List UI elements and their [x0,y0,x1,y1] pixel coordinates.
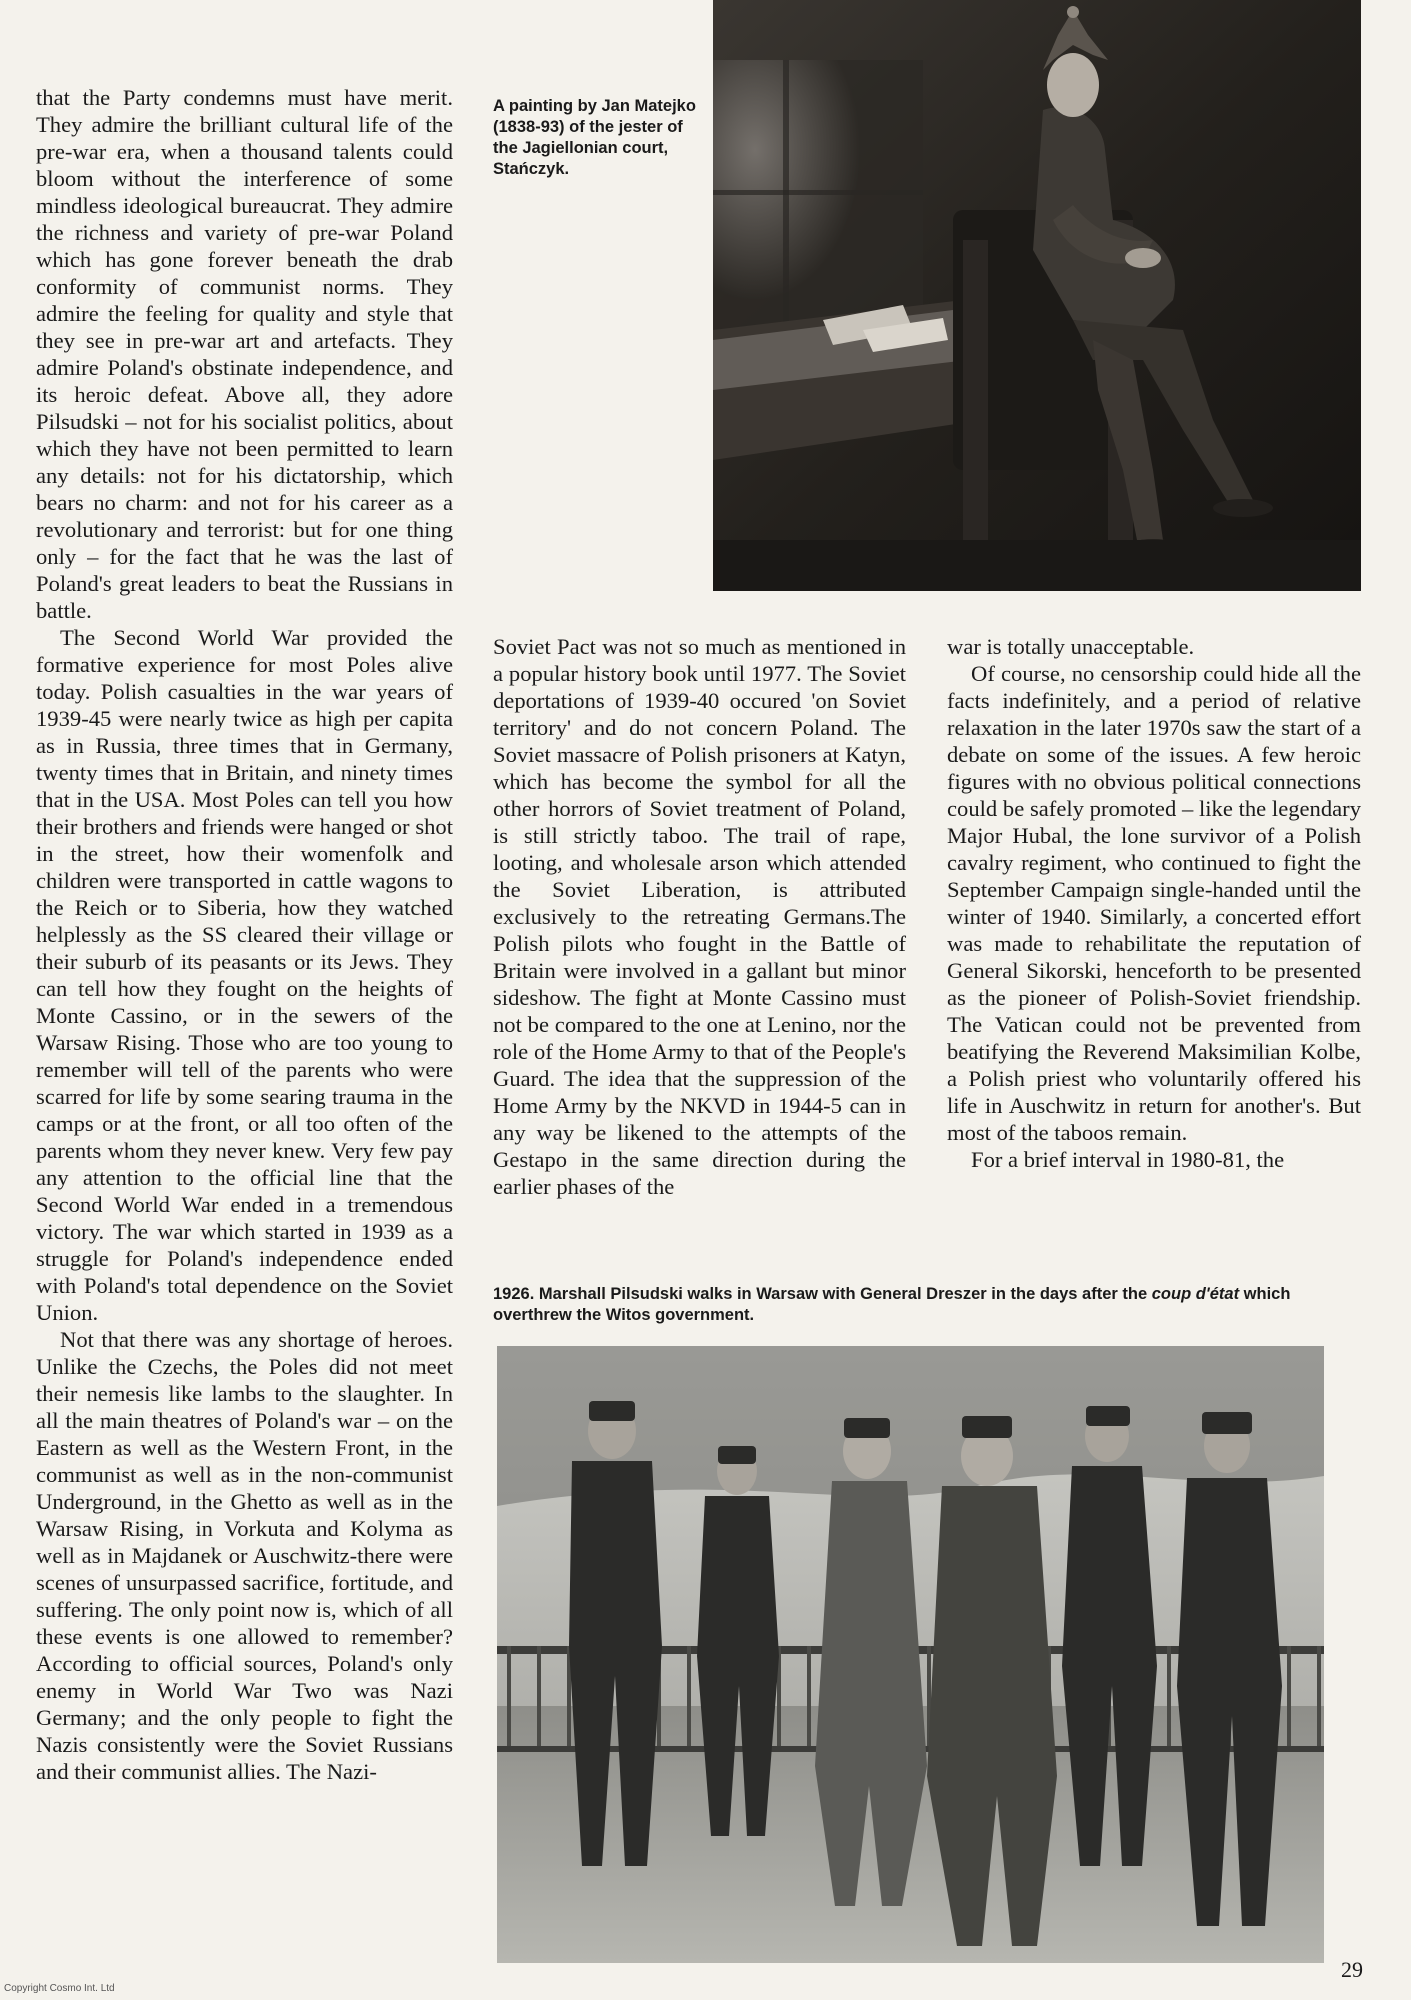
painting-caption: A painting by Jan Matejko (1838-93) of the jester of the Jagiellonian court, Stańczyk. [493,97,696,178]
paragraph: For a brief interval in 1980-81, the [971,1147,1285,1172]
page-number: 29 [1341,1957,1363,1982]
text-column-right [947,633,1361,1173]
painting-image [713,0,1361,591]
officers-walking-illustration [497,1346,1324,1963]
paragraph: The Second World War provided the formative experience for most Poles alive today. Polish casualties in the war years of 1939-45 were nearly twice as high per capita as in Russia, three times that in Germany, twenty times that in Britain, and ninety times that in the USA. Most Poles can tell you how their brothers and friends were hanged or shot in the street, how their womenfolk and children were transported in cattle wagons to the Reich or to Siberia, how they watched helplessly as the SS cleared their village or their suburb of its peasants or its Jews. They can tell how they fought on the heights of Monte Cassino, or in the sewers of the Warsaw Rising. Those who are too young to remember will tell of the parents who were scarred for life by some searing trauma in the camps or at the front, or all too often of the parents whom they never knew. Very few pay any attention to the official line that the Second World War ended in a tremendous victory. The war which started in 1939 as a struggle for Poland's independence ended with Poland's total dependence on the Soviet Union. [36,625,453,1325]
photo-caption [493,1284,1333,1326]
photo-caption-italic: coup d'état [1151,1285,1240,1303]
pilsudski-photo [497,1346,1324,1963]
text-column-middle [493,633,906,1200]
paragraph: that the Party condemns must have merit. They admire the brilliant cultural life of the pre-war era, when a thousand talents could bloom without the interference of some mindless ideological bureaucrat. They admire the richness and variety of pre-war Poland which has gone forever beneath the drab conformity of communist norms. They admire the feeling for quality and style that they see in pre-war art and artefacts. They admire Poland's obstinate independence, and its heroic defeat. Above all, they adore Pilsudski – not for his socialist politics, about which they have not been permitted to learn any details: not for his dictatorship, which bears no charm: and not for his career as a revolutionary and terrorist: but for one thing only – for the fact that he was the last of Poland's great leaders to beat the Russians in battle. [36,85,453,623]
jester-painting-illustration [713,0,1361,591]
paragraph: Not that there was any shortage of heroes. Unlike the Czechs, the Poles did not meet their nemesis like lambs to the slaughter. In all the main theatres of Poland's war – on the Eastern as well as the Western Front, in the communist as well as in the non-communist Underground, in the Ghetto as well as in the Warsaw Rising, in Vorkuta and Kolyma as well as in Majdanek or Auschwitz-there were scenes of unsurpassed sacrifice, fortitude, and suffering. The only point now is, which of all these events is one allowed to remember? According to official sources, Poland's only enemy in World War Two was Nazi Germany; and the only people to fight the Nazis consistently were the Soviet Russians and their communist allies. The Nazi- [36,1327,453,1784]
paragraph: Soviet Pact was not so much as mentioned in a popular history book until 1977. The Soviet deportations of 1939-40 occured 'on Soviet territory' and do not concern Poland. The Soviet massacre of Polish prisoners at Katyn, which has become the symbol for all the other horrors of Soviet treatment of Poland, is still strictly taboo. The trail of rape, looting, and wholesale arson which attended the Soviet Liberation, is attributed exclusively to the retreating Germans.The Polish pilots who fought in the Battle of Britain were involved in a gallant but minor sideshow. The fight at Monte Cassino must not be compared to the one at Lenino, nor the role of the Home Army to that of the People's Guard. The idea that the suppression of the Home Army by the NKVD in 1944-5 can in any way be likened to the attempts of the Gestapo in the same direction during the earlier phases of the [493,634,906,1199]
paragraph: war is totally unacceptable. [947,634,1195,659]
copyright-notice: Copyright Cosmo Int. Ltd [4,1983,115,1994]
photo-caption-text: 1926. Marshall Pilsudski walks in Warsaw with General Dreszer in the days after the [493,1285,1152,1303]
photo-caption-text-end: which overthrew the Witos government. [493,1285,1291,1324]
paragraph: Of course, no censorship could hide all the facts indefinitely, and a period of relative relaxation in the later 1970s saw the start of a debate on some of the issues. A few heroic figures with no obvious political connections could be safely promoted – like the legendary Major Hubal, the lone survivor of a Polish cavalry regiment, who continued to fight the September Campaign single-handed until the winter of 1940. Similarly, a concerted effort was made to rehabilitate the reputation of General Sikorski, henceforth to be presented as the pioneer of Polish-Soviet friendship. The Vatican could not be prevented from beatifying the Reverend Maksimilian Kolbe, a Polish priest who voluntarily offered his life in Auschwitz in return for another's. But most of the taboos remain. [947,661,1361,1145]
text-column-left [36,84,453,1785]
